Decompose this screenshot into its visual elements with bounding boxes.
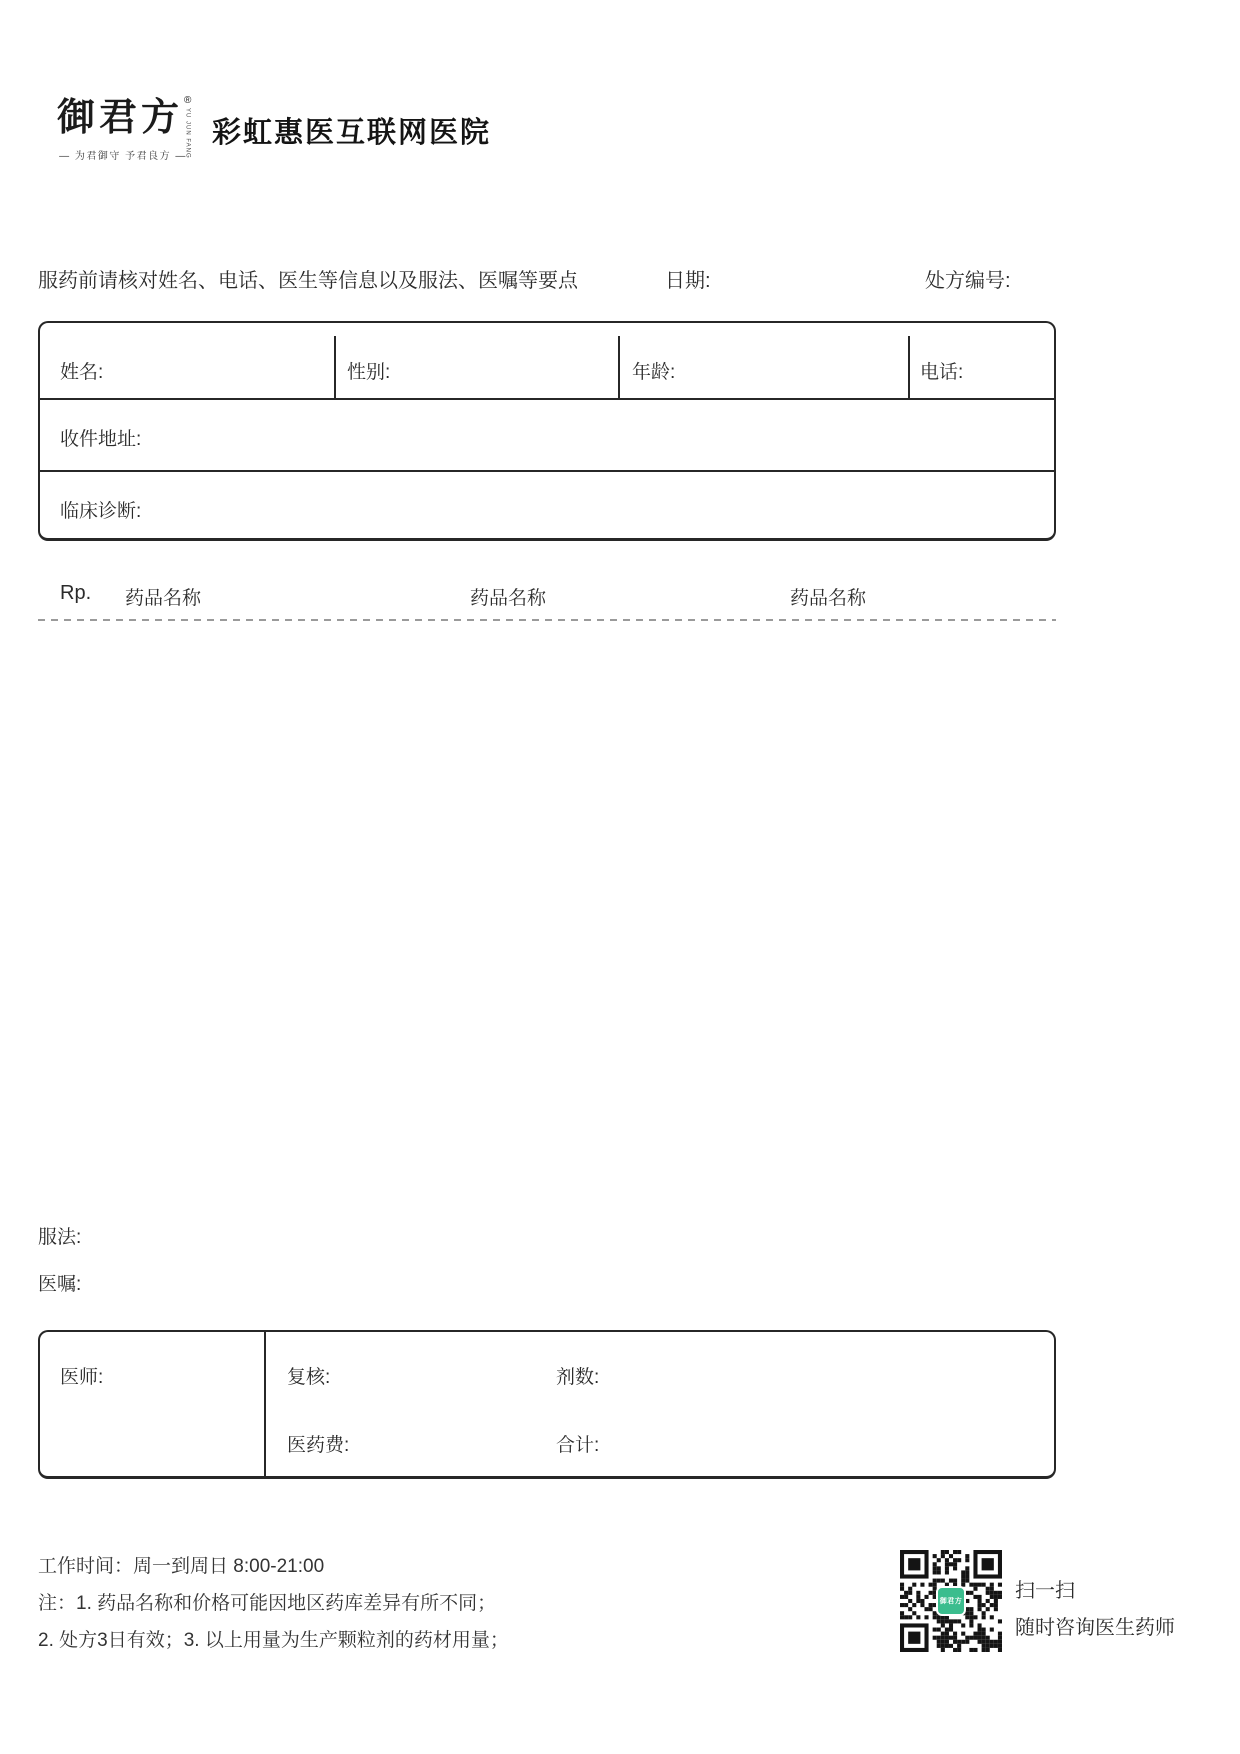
rp-label: Rp. — [60, 582, 92, 604]
column-divider — [908, 336, 910, 398]
column-divider — [334, 336, 336, 398]
check-info-hint: 服药前请核对姓名、电话、医生等信息以及服法、医嘱等要点 — [38, 270, 578, 292]
medicine-fee-label: 医药费: — [287, 1435, 350, 1456]
scan-label: 扫一扫 — [1015, 1580, 1075, 1602]
patient-gender-label: 性别: — [347, 362, 391, 383]
qr-code — [900, 1550, 1002, 1652]
column-divider — [618, 336, 620, 398]
row-divider — [40, 398, 1054, 400]
brand-logo-vertical-text: YU JUN FANG — [184, 108, 191, 159]
usage-label: 服法: — [38, 1227, 82, 1248]
patient-info-box — [38, 321, 1056, 541]
clinical-diagnosis-label: 临床诊断: — [60, 501, 142, 522]
drug-name-column-header: 药品名称 — [125, 588, 202, 609]
rx-number-label: 处方编号: — [925, 270, 1011, 292]
column-divider — [264, 1332, 266, 1476]
working-hours: 工作时间：周一到周日 8:00-21:00 — [38, 1556, 325, 1577]
patient-phone-label: 电话: — [920, 362, 964, 383]
patient-age-label: 年龄: — [632, 362, 676, 383]
doctor-label: 医师: — [60, 1367, 104, 1388]
date-label: 日期: — [665, 270, 711, 292]
dashed-separator — [38, 619, 1056, 621]
hospital-title: 彩虹惠医互联网医院 — [212, 117, 492, 149]
footer-note-line1: 注：1. 药品名称和价格可能因地区药库差异有所不同； — [38, 1593, 497, 1614]
row-divider — [40, 470, 1054, 472]
drug-name-column-header: 药品名称 — [470, 588, 547, 609]
brand-logo-text: 御君方 — [57, 94, 184, 139]
brand-tagline: — 为君御守 予君良方 — — [59, 151, 187, 162]
total-label: 合计: — [556, 1435, 600, 1456]
drug-name-column-header: 药品名称 — [790, 588, 867, 609]
doctor-advice-label: 医嘱: — [38, 1274, 82, 1295]
footer-note-line2: 2. 处方3日有效；3. 以上用量为生产颗粒剂的药材用量； — [38, 1630, 509, 1651]
qr-center-brand-logo: 御君方 — [936, 1586, 966, 1616]
scan-hint: 随时咨询医生药师 — [1015, 1617, 1175, 1639]
review-label: 复核: — [287, 1367, 331, 1388]
dose-count-label: 剂数: — [556, 1367, 600, 1388]
registered-trademark-icon: ® — [184, 95, 192, 106]
signoff-box — [38, 1330, 1056, 1479]
shipping-address-label: 收件地址: — [60, 429, 142, 450]
patient-name-label: 姓名: — [60, 362, 104, 383]
